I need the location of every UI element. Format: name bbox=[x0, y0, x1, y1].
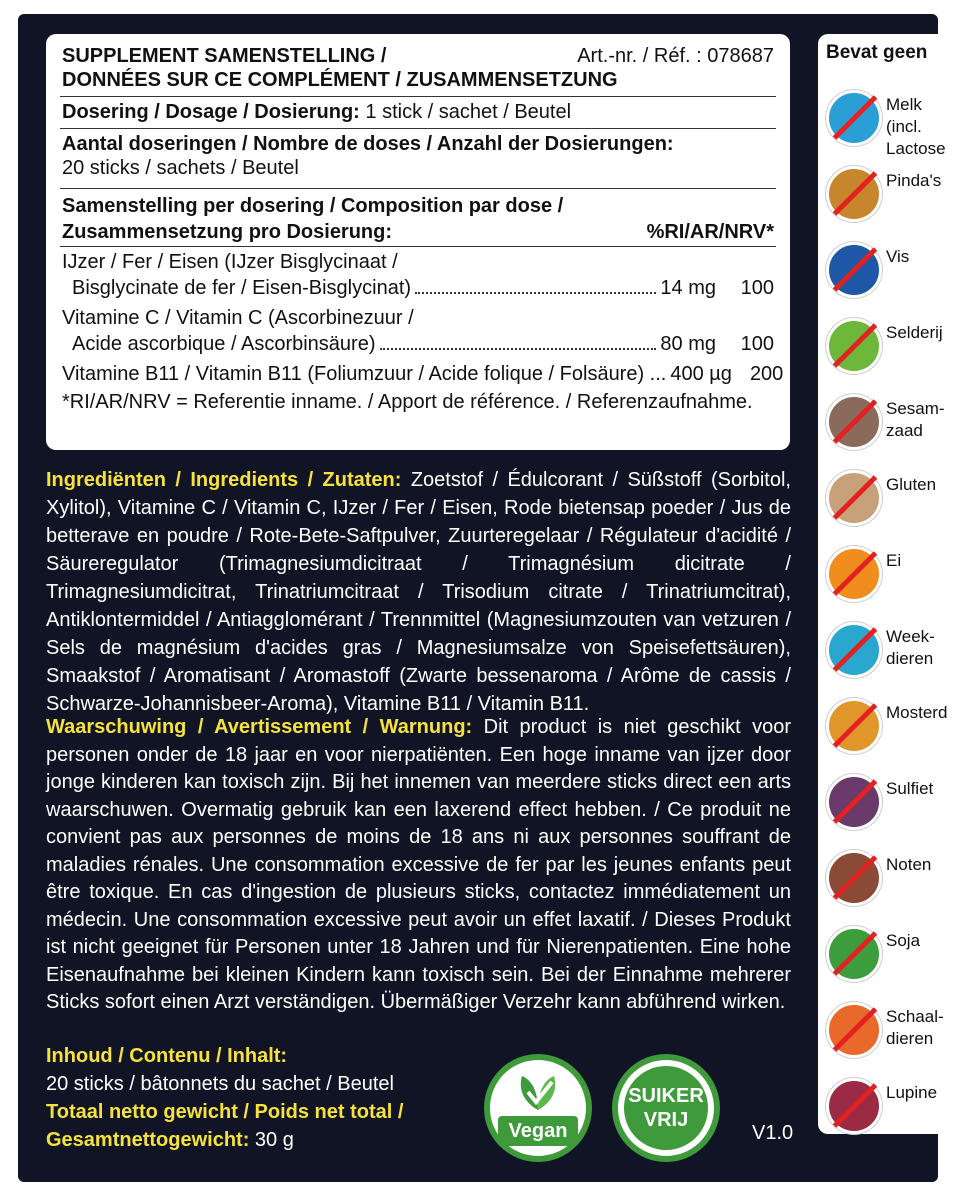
divider bbox=[60, 246, 776, 247]
allergen-panel bbox=[818, 34, 958, 1134]
allergen-item bbox=[826, 622, 966, 682]
dosage-value: 1 stick / sachet / Beutel bbox=[359, 101, 572, 123]
version-label: V1.0 bbox=[752, 1122, 794, 1144]
ri-footnote: *RI/AR/NRV = Referentie inname. / Apport de référence. / Referenzaufnahme. bbox=[62, 391, 753, 413]
net-weight-value: 30 g bbox=[249, 1129, 294, 1151]
supplement-facts-box bbox=[46, 34, 790, 450]
sesame-icon bbox=[826, 394, 882, 450]
sulphite-icon bbox=[826, 774, 882, 830]
gluten-icon bbox=[826, 470, 882, 526]
b11-line: Vitamine B11 / Vitamin B11 (Foliumzuur / Acide folique / Folsäure) ... bbox=[62, 363, 667, 385]
content-label: Inhoud / Contenu / Inhalt: bbox=[46, 1045, 288, 1067]
allergen-item bbox=[826, 1078, 966, 1138]
lupin-icon bbox=[826, 1078, 882, 1134]
peanut-icon bbox=[826, 166, 882, 222]
allergen-item bbox=[826, 394, 966, 454]
doses-value: 20 sticks / sachets / Beutel bbox=[62, 157, 299, 179]
leaf-icon bbox=[514, 1072, 562, 1112]
crustacean-icon bbox=[826, 1002, 882, 1058]
soy-icon bbox=[826, 926, 882, 982]
vitc-line2: Acide ascorbique / Ascorbinsäure) bbox=[72, 333, 376, 355]
b11-pct: 200 bbox=[749, 363, 784, 385]
product-label bbox=[18, 14, 948, 1182]
content-value: 20 sticks / bâtonnets du sachet / Beutel bbox=[46, 1073, 394, 1095]
doses-label: Aantal doseringen / Nombre de doses / Anzahl der Dosierungen: bbox=[62, 133, 674, 155]
celery-icon bbox=[826, 318, 882, 374]
ingredients-block bbox=[46, 466, 791, 718]
vitc-pct: 100 bbox=[740, 333, 774, 355]
sugar-free-text2: VRIJ bbox=[643, 1109, 689, 1131]
allergen-name: Melk (incl. Lactose bbox=[886, 95, 946, 158]
vegan-text: Vegan bbox=[498, 1116, 578, 1146]
allergen-name: Soja bbox=[886, 931, 921, 950]
iron-line1: IJzer / Fer / Eisen (IJzer Bisglycinaat / bbox=[62, 251, 398, 273]
allergen-item bbox=[826, 1002, 966, 1062]
fish-icon bbox=[826, 242, 882, 298]
facts-title-line2: DONNÉES SUR CE COMPLÉMENT / ZUSAMMENSETZUNG bbox=[62, 69, 618, 91]
allergen-item bbox=[826, 926, 966, 986]
allergen-name: Schaal- dieren bbox=[886, 1007, 944, 1048]
divider bbox=[60, 188, 776, 189]
divider bbox=[60, 96, 776, 97]
warning-text: Dit product is niet geschikt voor personen onder de 18 jaar en voor nierpatiënten. Een hoge inname van ijzer door jonge kinderen kan toxisch zijn. Bij het innemen van meerdere sticks direct een arts waarschuwen. Overmatig gebruik kan een laxerend effect hebben. / Ce produit ne convient pas aux personnes de moins de 18 ans ni aux personnes souffrant de maladies rénales. Une consommation excessive de fer par les jeunes enfants peut être toxique. En cas d'ingestion de plusieurs sticks, contactez immédiatement un médecin. Une consommation excessive peut avoir un effet laxatif. / Dieses Produkt ist nicht geeignet für Personen unter 18 Jahren und für Nierenpatienten. Eine hohe Eisenaufnahme bei kleinen Kindern kann toxisch sein. Bei der Einnahme mehrerer Sticks sofort einen Arzt verständigen. Übermäßiger Verzehr kann abführend wirken. bbox=[46, 716, 792, 1013]
net-weight-label-line2: Gesamtnettogewicht: bbox=[46, 1129, 250, 1151]
iron-pct: 100 bbox=[740, 277, 774, 299]
allergen-name: Ei bbox=[886, 551, 902, 570]
iron-amount: 14 mg bbox=[660, 277, 716, 299]
allergen-name: Sesam- zaad bbox=[886, 399, 945, 440]
allergen-item bbox=[826, 318, 966, 378]
allergen-item bbox=[826, 242, 966, 302]
milk-icon bbox=[826, 90, 882, 146]
content-block bbox=[46, 1042, 466, 1154]
allergen-name: Vis bbox=[886, 247, 910, 266]
ingredients-label: Ingrediënten / Ingredients / Zutaten: bbox=[46, 469, 402, 491]
dosage-label: Dosering / Dosage / Dosierung: bbox=[62, 101, 360, 123]
allergen-item bbox=[826, 90, 966, 158]
iron-line2: Bisglycinate de fer / Eisen-Bisglycinat) bbox=[72, 277, 412, 299]
mollusc-icon bbox=[826, 622, 882, 678]
iron-row bbox=[72, 276, 774, 300]
b11-amount: 400 µg bbox=[670, 363, 732, 385]
net-weight-label: Totaal netto gewicht / Poids net total / bbox=[46, 1101, 404, 1123]
allergen-name: Lupine bbox=[886, 1083, 938, 1102]
warning-block bbox=[46, 714, 791, 1017]
nuts-icon bbox=[826, 850, 882, 906]
ingredients-text: Zoetstof / Édulcorant / Süßstoff (Sorbitol, Xylitol), Vitamine C / Vitamin C, IJzer / Fer / Eisen, Rode bietensap poeder / Jus de betterave en poudre / Rote-Bete-Saftpulver, Zuurteregelaar / Régulateur d'acidité / Säureregulator (Trimagnesiumdicitraat / Trimagnésium dicitrate / Trimagnesiumdicitrat, Trinatriumcitraat / Trisodium citrate / Trinatriumcitrat), Antiklontermiddel / Antiagglomérant / Trennmittel (Magnesiumzouten van vetzuren / Sels de magnésium d'acides gras / Magnesiumsalze von Speisefettsäuren), Smaakstof / Aromatisant / Aromastoff (Zwarte bessenaroma / Arôme de cassis / Schwarze-Johannisbeer-Aroma), Vitamine B11 / Vitamin B11. bbox=[46, 469, 791, 715]
ri-header: %RI/AR/NRV* bbox=[646, 221, 774, 243]
allergen-item bbox=[826, 850, 966, 910]
allergen-item bbox=[826, 698, 966, 758]
mustard-icon bbox=[826, 698, 882, 754]
allergen-name: Pinda's bbox=[886, 171, 942, 190]
warning-label: Waarschuwing / Avertissement / Warnung: bbox=[46, 716, 473, 738]
allergen-title: Bevat geen bbox=[826, 42, 928, 63]
allergen-name: Noten bbox=[886, 855, 932, 874]
composition-label-line2: Zusammensetzung pro Dosierung: bbox=[62, 221, 393, 243]
sugar-free-logo bbox=[612, 1054, 720, 1162]
allergen-name: Sulfiet bbox=[886, 779, 934, 798]
allergen-name: Mosterd bbox=[886, 703, 948, 722]
article-number: Art.-nr. / Réf. : 078687 bbox=[577, 45, 774, 67]
b11-row bbox=[62, 362, 784, 386]
allergen-item bbox=[826, 470, 966, 530]
egg-icon bbox=[826, 546, 882, 602]
allergen-name: Week- dieren bbox=[886, 627, 935, 668]
vitc-line1: Vitamine C / Vitamin C (Ascorbinezuur / bbox=[62, 307, 414, 329]
allergen-item bbox=[826, 774, 966, 834]
allergen-name: Selderij bbox=[886, 323, 943, 342]
sugar-free-text1: SUIKER bbox=[628, 1085, 704, 1107]
divider bbox=[60, 128, 776, 129]
vegan-logo bbox=[484, 1054, 592, 1162]
facts-title: SUPPLEMENT SAMENSTELLING / bbox=[62, 45, 387, 67]
vitc-row bbox=[72, 332, 774, 356]
allergen-item bbox=[826, 546, 966, 606]
composition-label: Samenstelling per dosering / Composition par dose / bbox=[62, 195, 564, 217]
vitc-amount: 80 mg bbox=[660, 333, 716, 355]
allergen-name: Gluten bbox=[886, 475, 937, 494]
allergen-item bbox=[826, 166, 966, 226]
